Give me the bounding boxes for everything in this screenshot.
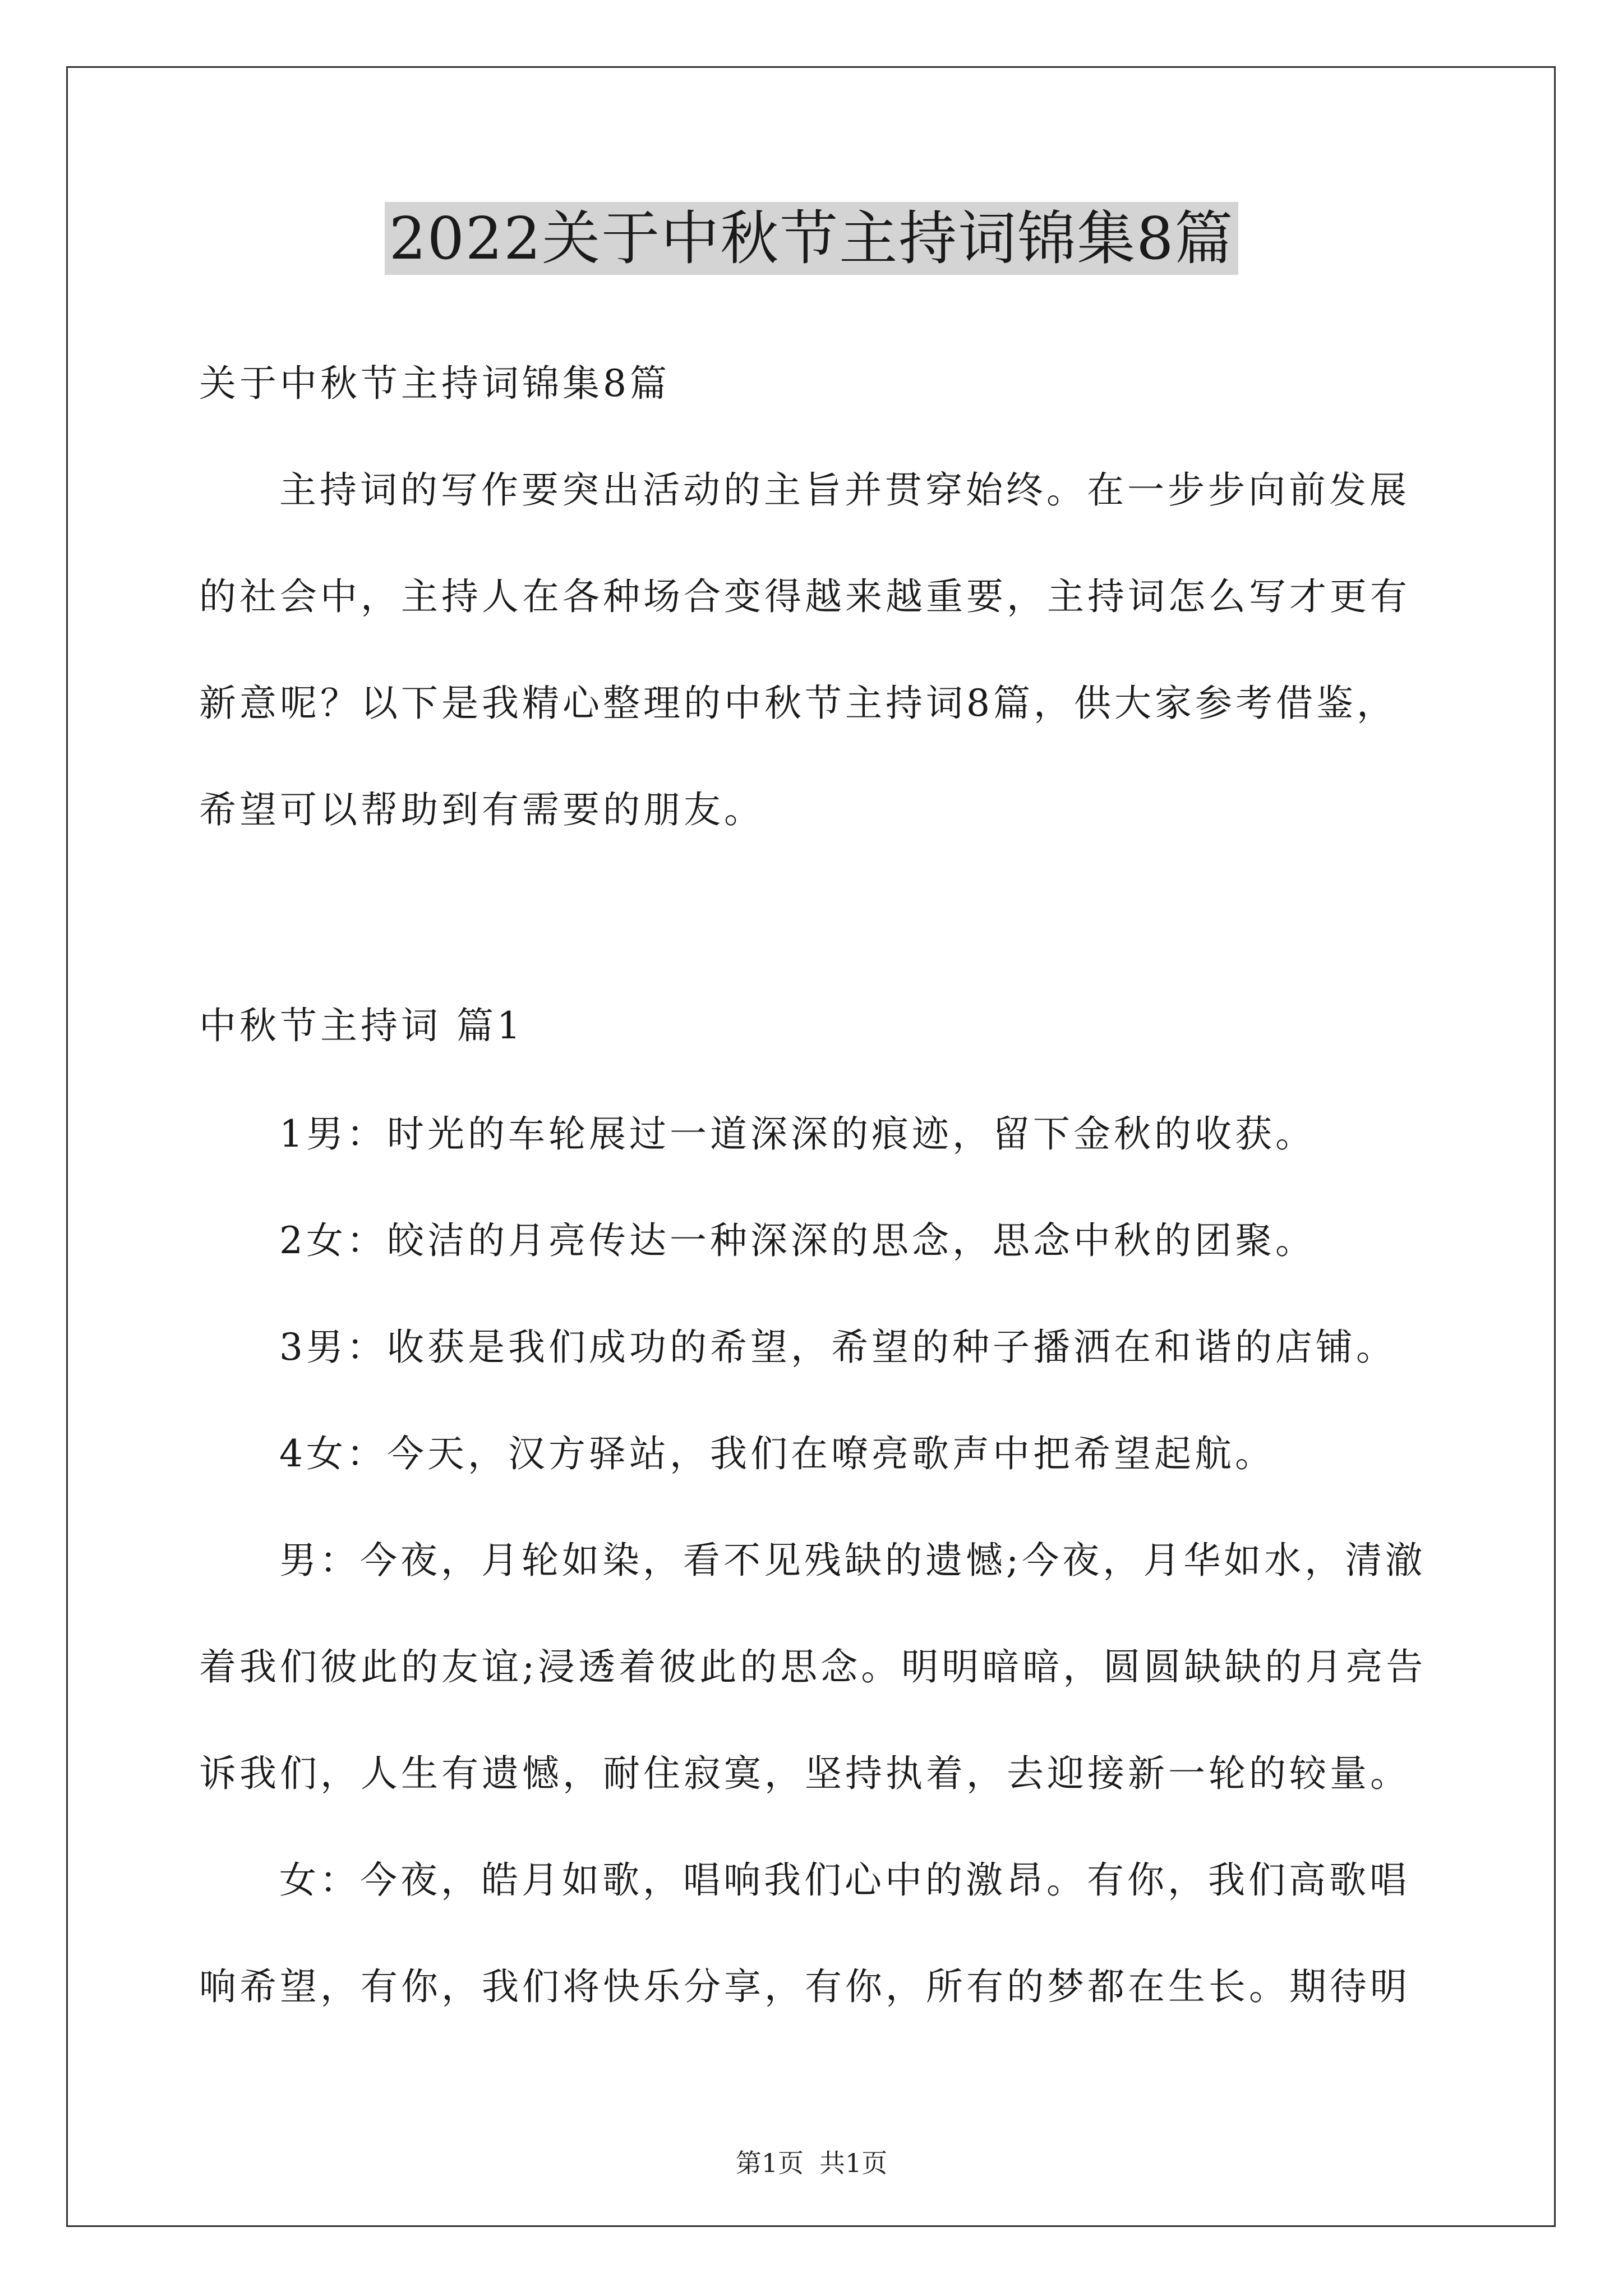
intro-line: 希望可以帮助到有需要的朋友。	[199, 788, 764, 831]
page-total: 共1页	[819, 2148, 888, 2178]
intro-line: 新意呢？以下是我精心整理的中秋节主持词8篇，供大家参考借鉴，	[199, 682, 1397, 725]
dialogue-line: 诉我们，人生有遗憾，耐住寂寞，坚持执着，去迎接新一轮的较量。	[199, 1752, 1410, 1795]
dialogue-line: 1男：时光的车轮展过一道深深的痕迹，留下金秋的收获。	[279, 1112, 1316, 1156]
dialogue-line: 女：今夜，皓月如歌，唱响我们心中的激昂。有你，我们高歌唱	[279, 1858, 1410, 1902]
dialogue-line: 响希望，有你，我们将快乐分享，有你，所有的梦都在生长。期待明	[199, 1965, 1410, 2008]
page-footer	[0, 2143, 1623, 2180]
page-number: 第1页	[735, 2148, 804, 2178]
dialogue-line: 2女：皎洁的月亮传达一种深深的思念，思念中秋的团聚。	[279, 1219, 1316, 1262]
dialogue-line: 3男：收获是我们成功的希望，希望的种子播洒在和谐的店铺。	[279, 1326, 1396, 1369]
subtitle: 关于中秋节主持词锦集8篇	[199, 362, 670, 405]
intro-line: 的社会中，主持人在各种场合变得越来越重要，主持词怎么写才更有	[199, 575, 1410, 618]
dialogue-line: 4女：今天，汉方驿站，我们在嘹亮歌声中把希望起航。	[279, 1432, 1275, 1475]
section-heading: 中秋节主持词 篇1	[199, 1004, 524, 1047]
title-container	[0, 202, 1623, 275]
document-title: 2022关于中秋节主持词锦集8篇	[385, 202, 1239, 275]
dialogue-line: 男：今夜，月轮如染，看不见残缺的遗憾;今夜，月华如水，清澈	[279, 1539, 1426, 1582]
dialogue-line: 着我们彼此的友谊;浸透着彼此的思念。明明暗暗，圆圆缺缺的月亮告	[199, 1645, 1427, 1688]
intro-line: 主持词的写作要突出活动的主旨并贯穿始终。在一步步向前发展	[279, 468, 1410, 512]
